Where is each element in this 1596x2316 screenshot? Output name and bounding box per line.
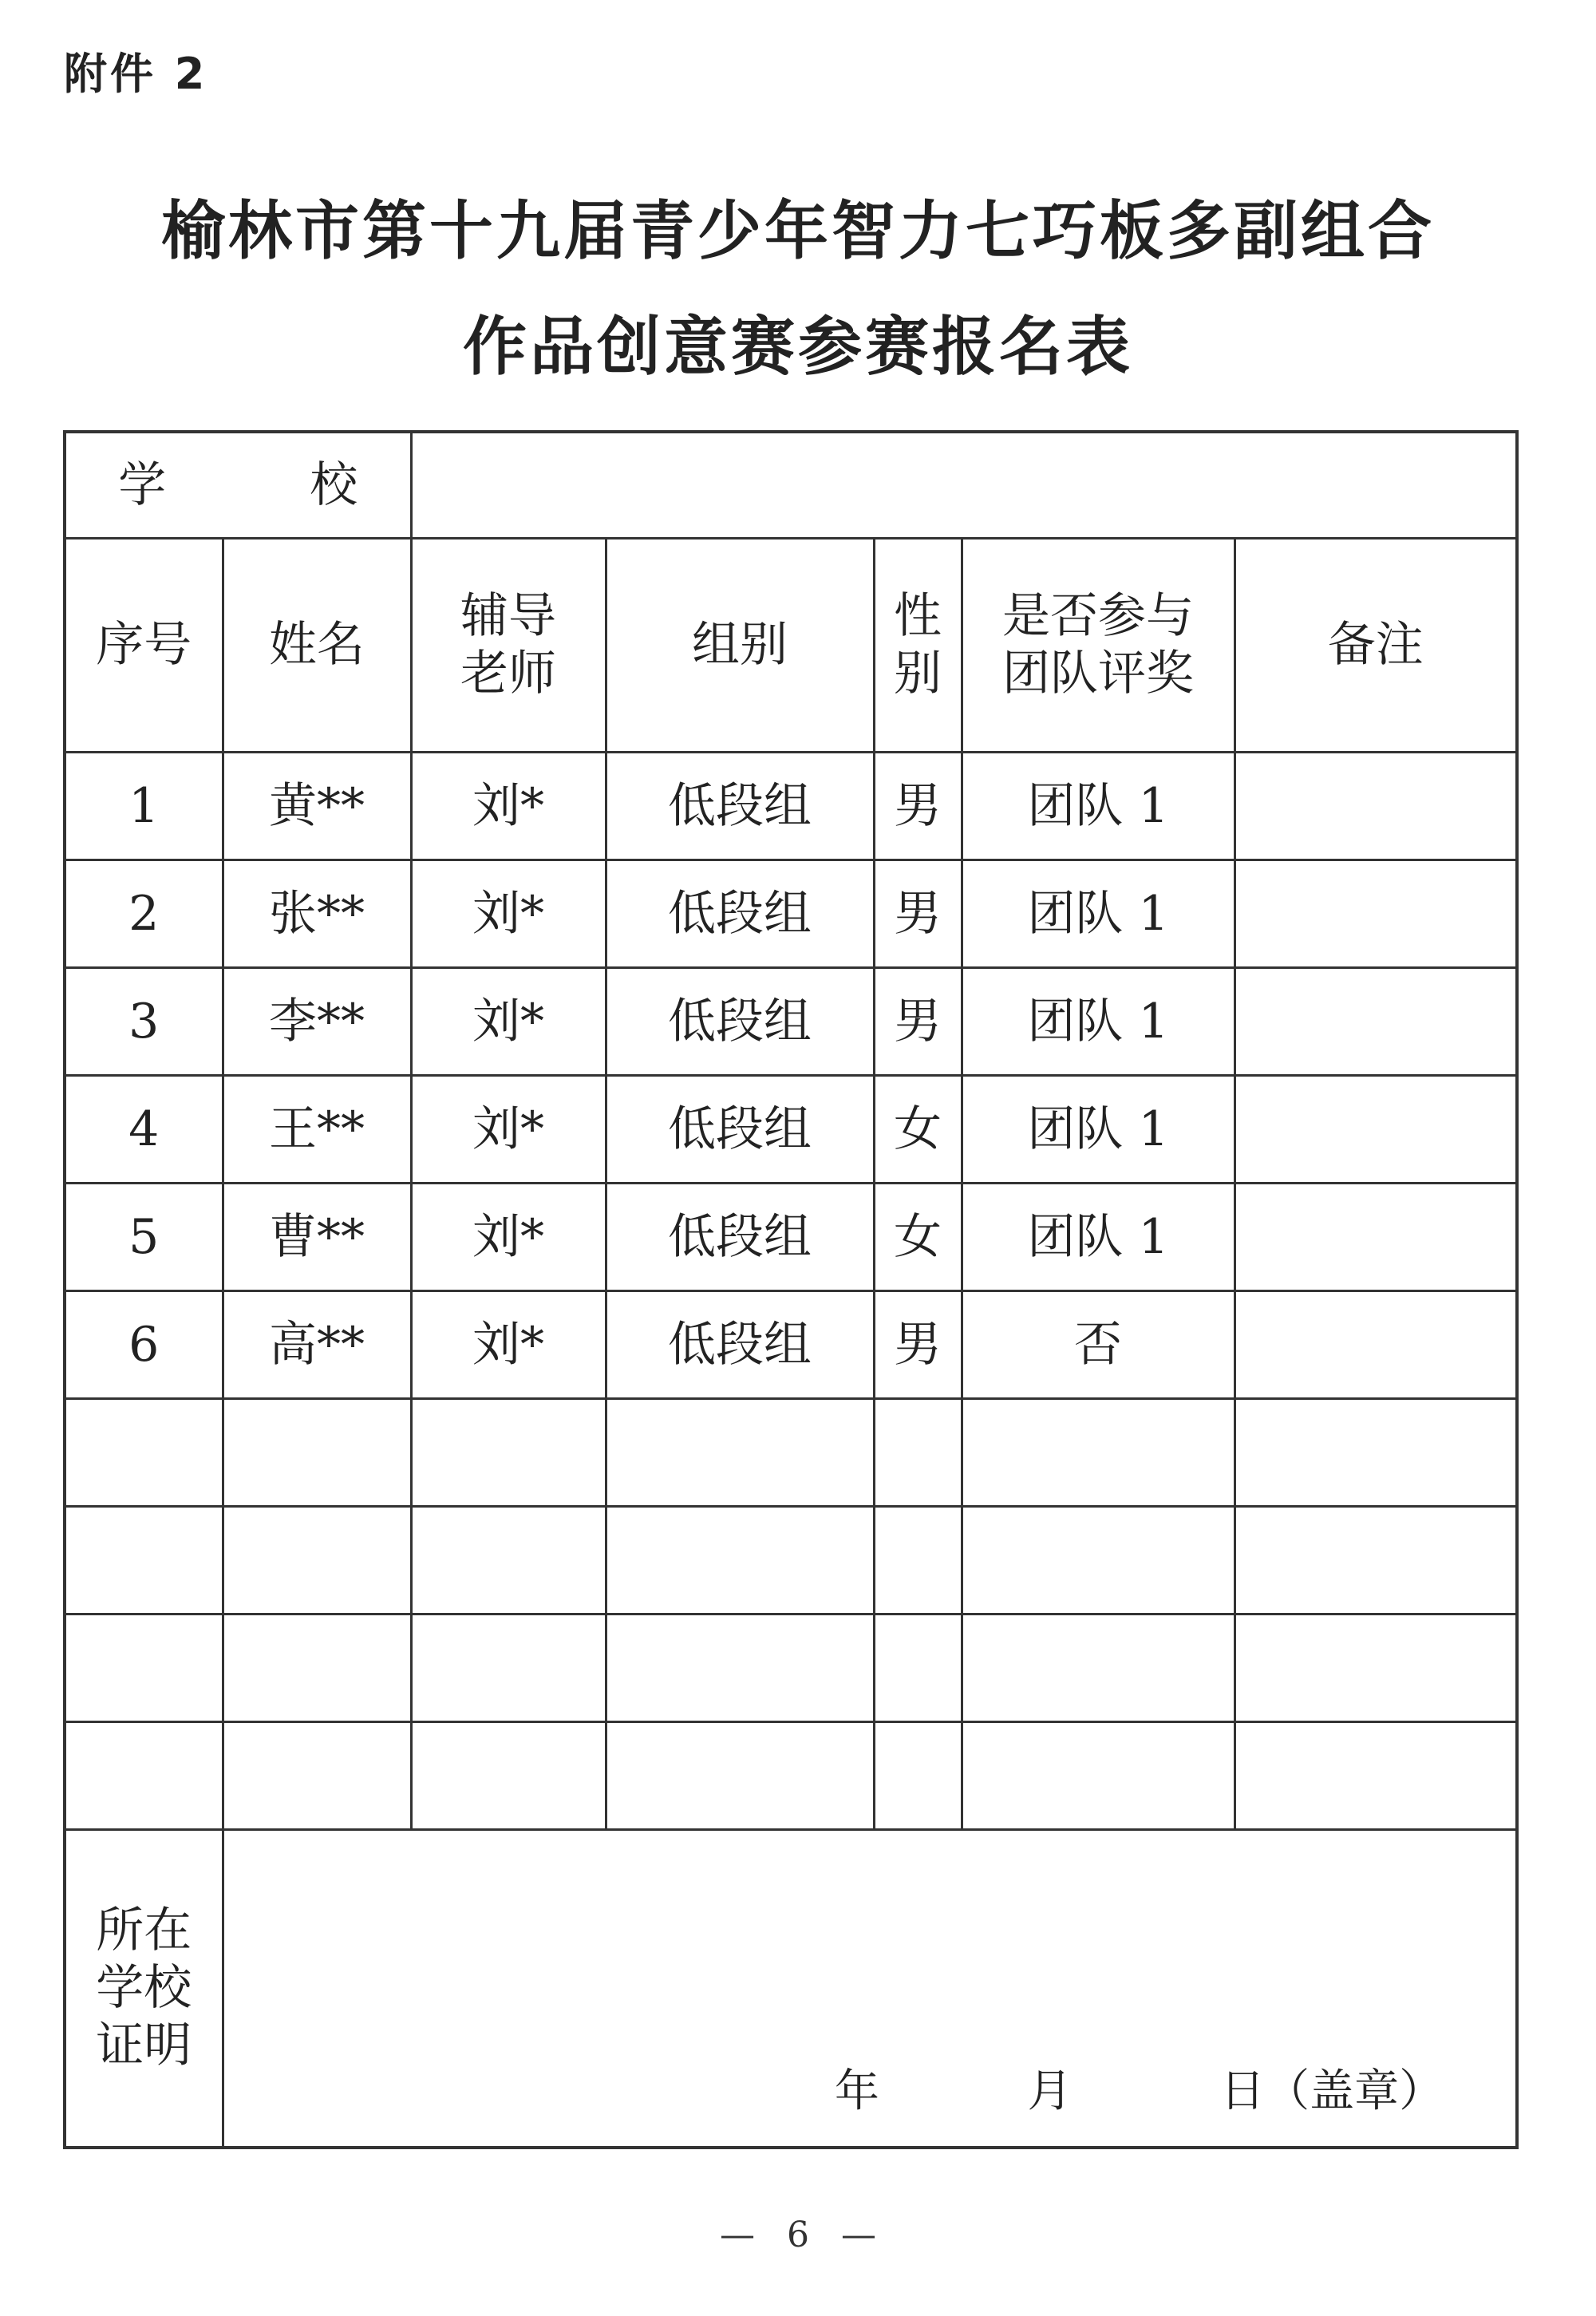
cell-note[interactable] (1235, 1075, 1517, 1183)
table-row-empty (65, 1614, 1517, 1721)
certification-area[interactable] (223, 1829, 1517, 2148)
cell-group[interactable] (606, 1614, 874, 1721)
certification-row (65, 1829, 1517, 2148)
cell-seq: 2 (65, 860, 223, 967)
cell-name: 高** (223, 1290, 411, 1398)
cell-team: 团队 1 (962, 967, 1235, 1075)
date-stamp-line (835, 2065, 1444, 2118)
cell-note[interactable] (1235, 1721, 1517, 1829)
cell-seq[interactable] (65, 1398, 223, 1506)
cell-group[interactable] (606, 1721, 874, 1829)
cell-teacher: 刘* (411, 1290, 606, 1398)
cell-teacher: 刘* (411, 1075, 606, 1183)
header-group: 组别 (606, 538, 874, 752)
page-number-value: 6 (787, 2215, 809, 2255)
school-row (65, 432, 1517, 538)
cell-name: 李** (223, 967, 411, 1075)
cell-name[interactable] (223, 1398, 411, 1506)
cell-seq[interactable] (65, 1614, 223, 1721)
header-note: 备注 (1235, 538, 1517, 752)
cell-group: 低段组 (606, 752, 874, 860)
cell-teacher: 刘* (411, 967, 606, 1075)
table-row (65, 860, 1517, 967)
form-body (65, 432, 1517, 2148)
header-team-award: 是否参与 团队评奖 (962, 538, 1235, 752)
cell-group: 低段组 (606, 1075, 874, 1183)
page-number: — 6 — (720, 2215, 876, 2255)
certification-label: 所在 学校 证明 (65, 1829, 223, 2148)
cell-gender: 男 (874, 967, 962, 1075)
cell-seq: 3 (65, 967, 223, 1075)
cell-teacher[interactable] (411, 1506, 606, 1614)
cell-note[interactable] (1235, 1183, 1517, 1290)
cell-name: 曹** (223, 1183, 411, 1290)
cell-group: 低段组 (606, 967, 874, 1075)
school-value-field[interactable] (411, 432, 1517, 538)
cell-teacher[interactable] (411, 1398, 606, 1506)
cell-note[interactable] (1235, 752, 1517, 860)
cell-team: 否 (962, 1290, 1235, 1398)
header-seq: 序号 (65, 538, 223, 752)
cell-team[interactable] (962, 1721, 1235, 1829)
header-row (65, 538, 1517, 752)
cell-seq: 1 (65, 752, 223, 860)
cell-name[interactable] (223, 1614, 411, 1721)
cell-teacher[interactable] (411, 1721, 606, 1829)
table-row (65, 1290, 1517, 1398)
header-teacher: 辅导 老师 (411, 538, 606, 752)
cell-name[interactable] (223, 1506, 411, 1614)
cell-seq[interactable] (65, 1506, 223, 1614)
header-name: 姓名 (223, 538, 411, 752)
cell-group[interactable] (606, 1398, 874, 1506)
registration-form-table (63, 430, 1519, 2149)
cell-team[interactable] (962, 1398, 1235, 1506)
cell-note[interactable] (1235, 860, 1517, 967)
cell-seq: 4 (65, 1075, 223, 1183)
table-row (65, 1183, 1517, 1290)
cell-gender[interactable] (874, 1398, 962, 1506)
cell-teacher: 刘* (411, 860, 606, 967)
cell-team: 团队 1 (962, 1183, 1235, 1290)
cell-group[interactable] (606, 1506, 874, 1614)
cell-teacher: 刘* (411, 752, 606, 860)
cell-gender[interactable] (874, 1614, 962, 1721)
table-row (65, 967, 1517, 1075)
table-row-empty (65, 1398, 1517, 1506)
cell-teacher: 刘* (411, 1183, 606, 1290)
cell-note[interactable] (1235, 1506, 1517, 1614)
table-row (65, 1075, 1517, 1183)
cell-note[interactable] (1235, 1614, 1517, 1721)
header-gender: 性 别 (874, 538, 962, 752)
cell-seq: 6 (65, 1290, 223, 1398)
year-label: 年 (834, 2065, 879, 2117)
cell-note[interactable] (1235, 1398, 1517, 1506)
cell-seq[interactable] (65, 1721, 223, 1829)
cell-name[interactable] (223, 1721, 411, 1829)
school-label: 学 校 (65, 432, 411, 538)
cell-gender: 女 (874, 1183, 962, 1290)
cell-team: 团队 1 (962, 1075, 1235, 1183)
cell-note[interactable] (1235, 967, 1517, 1075)
cell-name: 张** (223, 860, 411, 967)
cell-seq: 5 (65, 1183, 223, 1290)
month-label: 月 (1027, 2065, 1073, 2117)
day-stamp-label: 日（盖章） (1220, 2065, 1444, 2117)
cell-group: 低段组 (606, 1183, 874, 1290)
cell-group: 低段组 (606, 860, 874, 967)
cell-name: 王** (223, 1075, 411, 1183)
cell-name: 黄** (223, 752, 411, 860)
document-title-line2: 作品创意赛参赛报名表 (463, 310, 1133, 384)
attachment-label: 附件 2 (64, 49, 208, 99)
table-row (65, 752, 1517, 860)
cell-gender: 男 (874, 1290, 962, 1398)
cell-team: 团队 1 (962, 752, 1235, 860)
cell-team[interactable] (962, 1614, 1235, 1721)
document-title-line1: 榆林市第十九届青少年智力七巧板多副组合 (161, 194, 1435, 268)
cell-gender[interactable] (874, 1721, 962, 1829)
cell-gender: 男 (874, 752, 962, 860)
table-row-empty (65, 1506, 1517, 1614)
cell-note[interactable] (1235, 1290, 1517, 1398)
cell-team: 团队 1 (962, 860, 1235, 967)
cell-teacher[interactable] (411, 1614, 606, 1721)
cell-team[interactable] (962, 1506, 1235, 1614)
cell-gender: 男 (874, 860, 962, 967)
cell-gender[interactable] (874, 1506, 962, 1614)
table-row-empty (65, 1721, 1517, 1829)
cell-gender: 女 (874, 1075, 962, 1183)
cell-group: 低段组 (606, 1290, 874, 1398)
